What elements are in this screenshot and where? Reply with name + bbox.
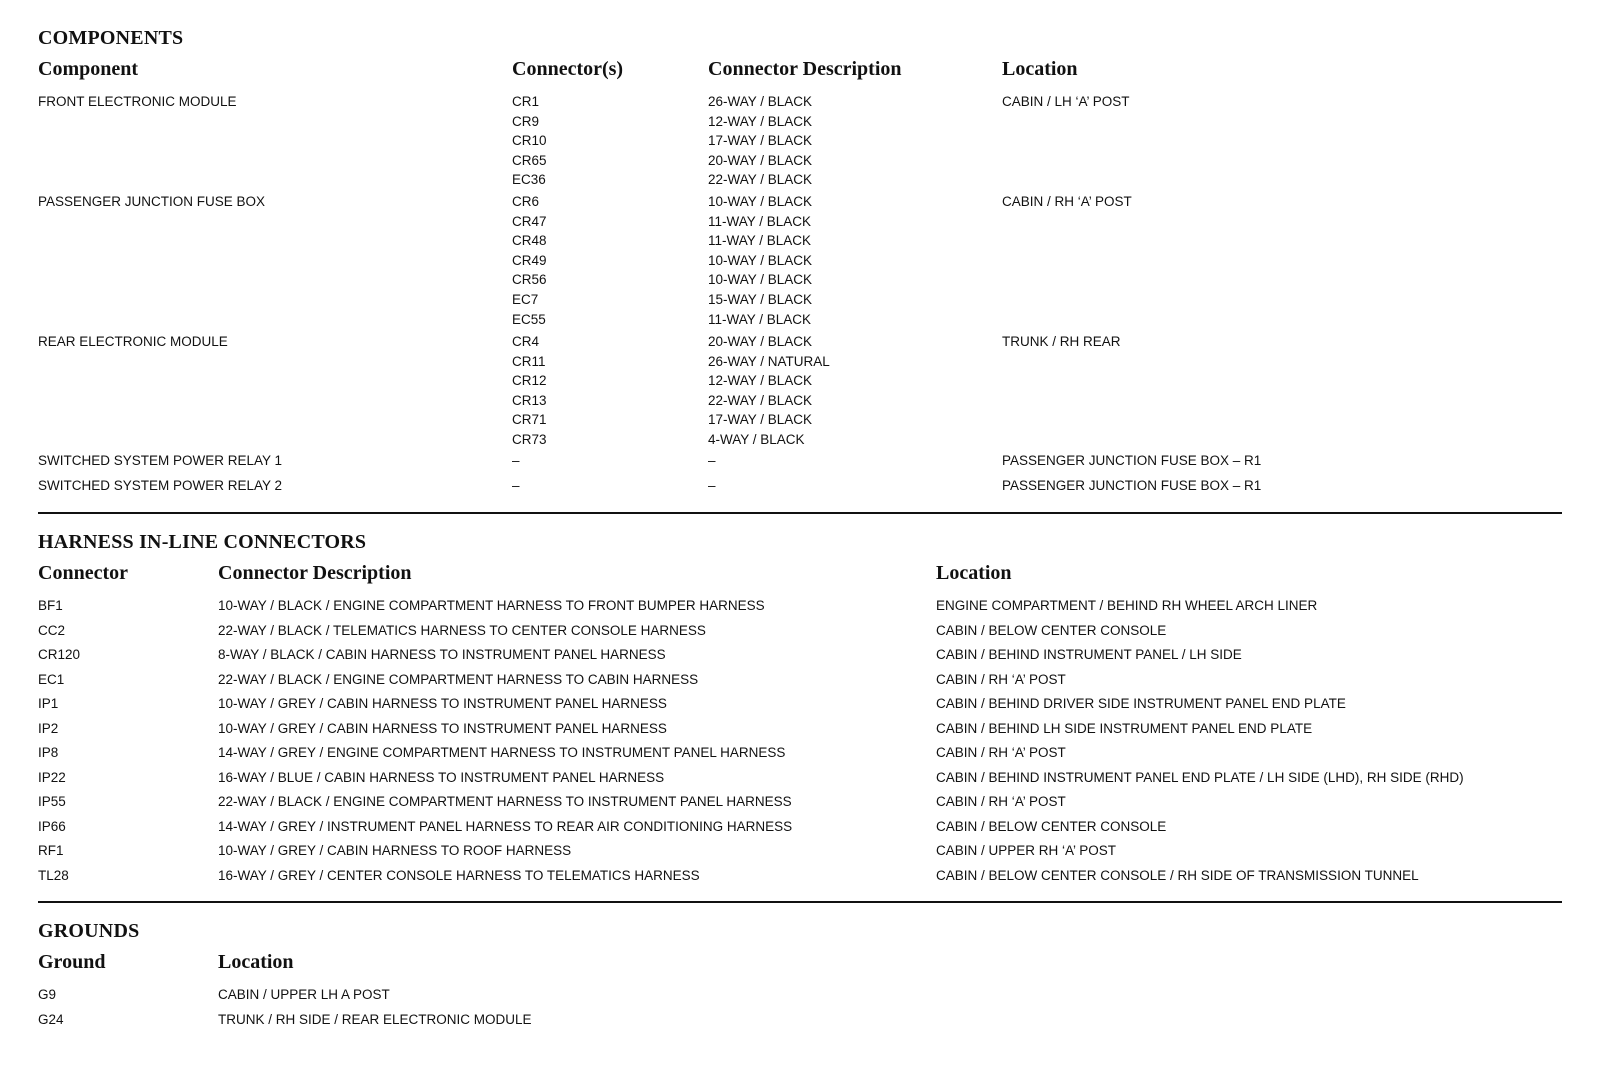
harness-connector: IP8	[38, 745, 59, 760]
description-list	[708, 476, 716, 496]
component-location: TRUNK / RH REAR	[1002, 334, 1121, 349]
harness-location: CABIN / RH ‘A’ POST	[936, 745, 1066, 760]
harness-description: 10-WAY / BLACK / ENGINE COMPARTMENT HARNESS TO FRONT BUMPER HARNESS	[218, 598, 765, 613]
harness-connector: IP1	[38, 696, 59, 711]
component-name: PASSENGER JUNCTION FUSE BOX	[38, 194, 266, 209]
harness-title: HARNESS IN-LINE CONNECTORS	[38, 531, 367, 553]
connector-id: CR73	[512, 431, 547, 447]
connector-id: –	[512, 453, 520, 468]
harness-connector: CC2	[38, 622, 66, 638]
connector-description: 12-WAY / BLACK	[708, 373, 813, 389]
components-title: COMPONENTS	[38, 27, 184, 49]
harness-description: 22-WAY / BLACK / ENGINE COMPARTMENT HARNESS TO INSTRUMENT PANEL HARNESS	[218, 794, 792, 809]
header-component: Component	[38, 58, 139, 80]
ground-id: G9	[38, 987, 57, 1002]
component-location: CABIN / RH ‘A’ POST	[1002, 194, 1132, 209]
harness-location: CABIN / BEHIND LH SIDE INSTRUMENT PANEL END PLATE	[936, 720, 1313, 736]
connector-id: EC55	[512, 311, 546, 327]
harness-location: ENGINE COMPARTMENT / BEHIND RH WHEEL ARCH LINER	[936, 598, 1318, 613]
harness-description: 16-WAY / GREY / CENTER CONSOLE HARNESS TO TELEMATICS HARNESS	[218, 867, 700, 883]
connector-id: CR11	[512, 353, 546, 369]
harness-description: 8-WAY / BLACK / CABIN HARNESS TO INSTRUMENT PANEL HARNESS	[218, 647, 666, 662]
connector-id: CR65	[512, 152, 547, 168]
connector-description: 20-WAY / BLACK	[708, 152, 813, 168]
connector-description: 4-WAY / BLACK	[708, 431, 805, 447]
grounds-title: GROUNDS	[38, 920, 140, 942]
harness-connector: RF1	[38, 843, 64, 858]
description-list	[708, 332, 830, 450]
harness-location: CABIN / BEHIND INSTRUMENT PANEL / LH SIDE	[936, 647, 1242, 662]
connector-description: 17-WAY / BLACK	[708, 412, 813, 428]
harness-description: 22-WAY / BLACK / TELEMATICS HARNESS TO CENTER CONSOLE HARNESS	[218, 622, 706, 638]
connector-id: –	[512, 478, 520, 493]
harness-location: CABIN / BEHIND DRIVER SIDE INSTRUMENT PANEL END PLATE	[936, 696, 1346, 711]
harness-description: 10-WAY / GREY / CABIN HARNESS TO INSTRUMENT PANEL HARNESS	[218, 720, 667, 736]
connector-description: 20-WAY / BLACK	[708, 334, 813, 349]
connector-description: –	[708, 453, 716, 468]
connector-id: CR4	[512, 334, 540, 349]
connector-id: CR13	[512, 392, 547, 408]
connector-id: CR12	[512, 373, 547, 389]
connector-description: 22-WAY / BLACK	[708, 392, 813, 408]
description-list	[708, 92, 812, 190]
header-connectors: Connector(s)	[512, 58, 624, 80]
ground-id: G24	[38, 1011, 64, 1027]
harness-location: CABIN / BELOW CENTER CONSOLE / RH SIDE OF TRANSMISSION TUNNEL	[936, 867, 1419, 883]
connector-list	[512, 332, 547, 450]
header-ground-location: Location	[218, 951, 294, 973]
ground-location: CABIN / UPPER LH A POST	[218, 987, 390, 1002]
harness-connector: IP66	[38, 818, 66, 834]
component-location: PASSENGER JUNCTION FUSE BOX – R1	[1002, 478, 1262, 493]
harness-description: 10-WAY / GREY / CABIN HARNESS TO INSTRUMENT PANEL HARNESS	[218, 696, 667, 711]
harness-location: CABIN / BELOW CENTER CONSOLE	[936, 622, 1167, 638]
connector-description: 10-WAY / BLACK	[708, 194, 813, 209]
harness-description: 14-WAY / GREY / INSTRUMENT PANEL HARNESS TO REAR AIR CONDITIONING HARNESS	[218, 818, 793, 834]
component-name: FRONT ELECTRONIC MODULE	[38, 94, 237, 109]
connector-list	[512, 451, 520, 471]
component-name: REAR ELECTRONIC MODULE	[38, 334, 228, 349]
connector-id: CR71	[512, 412, 547, 428]
section-divider	[38, 512, 1562, 514]
component-name: SWITCHED SYSTEM POWER RELAY 2	[38, 478, 283, 493]
connector-description: 11-WAY / BLACK	[708, 213, 812, 229]
connector-id: EC7	[512, 291, 539, 307]
component-location: CABIN / LH ‘A’ POST	[1002, 94, 1130, 109]
harness-connector: EC1	[38, 671, 65, 687]
harness-description: 22-WAY / BLACK / ENGINE COMPARTMENT HARNESS TO CABIN HARNESS	[218, 671, 699, 687]
connector-id: CR9	[512, 113, 540, 129]
harness-connector: TL28	[38, 867, 69, 883]
harness-connector: IP2	[38, 720, 59, 736]
connector-description: 22-WAY / BLACK	[708, 172, 813, 188]
connector-id: CR10	[512, 133, 547, 149]
header-harness-description: Connector Description	[218, 562, 412, 584]
harness-location: CABIN / RH ‘A’ POST	[936, 671, 1066, 687]
harness-description: 16-WAY / BLUE / CABIN HARNESS TO INSTRUMENT PANEL HARNESS	[218, 769, 665, 785]
components-section	[38, 26, 1562, 502]
connector-description: 17-WAY / BLACK	[708, 133, 813, 149]
description-list	[708, 451, 716, 471]
connector-id: CR48	[512, 233, 547, 249]
connector-id: EC36	[512, 172, 546, 188]
component-location: PASSENGER JUNCTION FUSE BOX – R1	[1002, 453, 1262, 468]
connector-id: CR6	[512, 194, 540, 209]
connector-description: 11-WAY / BLACK	[708, 233, 812, 249]
connector-description: 12-WAY / BLACK	[708, 113, 813, 129]
harness-description: 10-WAY / GREY / CABIN HARNESS TO ROOF HARNESS	[218, 843, 572, 858]
harness-connector: BF1	[38, 598, 63, 613]
header-connector: Connector	[38, 562, 128, 584]
header-connector-description: Connector Description	[708, 58, 902, 80]
harness-location: CABIN / UPPER RH ‘A’ POST	[936, 843, 1117, 858]
connector-id: CR49	[512, 252, 547, 268]
header-ground: Ground	[38, 951, 106, 973]
harness-location: CABIN / BEHIND INSTRUMENT PANEL END PLATE / LH SIDE (LHD), RH SIDE (RHD)	[936, 769, 1464, 785]
connector-description: 15-WAY / BLACK	[708, 291, 813, 307]
description-list	[708, 192, 812, 329]
harness-connector: CR120	[38, 647, 81, 662]
connector-id: CR56	[512, 272, 547, 288]
connector-id: CR47	[512, 213, 547, 229]
component-name: SWITCHED SYSTEM POWER RELAY 1	[38, 453, 283, 468]
connector-id: CR1	[512, 94, 540, 109]
harness-connector: IP22	[38, 769, 66, 785]
document-page	[38, 26, 1562, 1027]
header-harness-location: Location	[936, 562, 1012, 584]
connector-description: 10-WAY / BLACK	[708, 252, 813, 268]
connector-description: 11-WAY / BLACK	[708, 311, 812, 327]
harness-connector: IP55	[38, 794, 66, 809]
connector-list	[512, 476, 520, 496]
connector-description: 26-WAY / NATURAL	[708, 353, 830, 369]
ground-location: TRUNK / RH SIDE / REAR ELECTRONIC MODULE	[218, 1011, 532, 1027]
connector-description: –	[708, 478, 716, 493]
connector-list	[512, 192, 547, 329]
harness-location: CABIN / BELOW CENTER CONSOLE	[936, 818, 1167, 834]
connector-list	[512, 92, 547, 190]
harness-description: 14-WAY / GREY / ENGINE COMPARTMENT HARNESS TO INSTRUMENT PANEL HARNESS	[218, 745, 786, 760]
harness-location: CABIN / RH ‘A’ POST	[936, 794, 1066, 809]
header-location: Location	[1002, 58, 1078, 80]
section-divider	[38, 901, 1562, 903]
connector-description: 10-WAY / BLACK	[708, 272, 813, 288]
connector-description: 26-WAY / BLACK	[708, 94, 813, 109]
